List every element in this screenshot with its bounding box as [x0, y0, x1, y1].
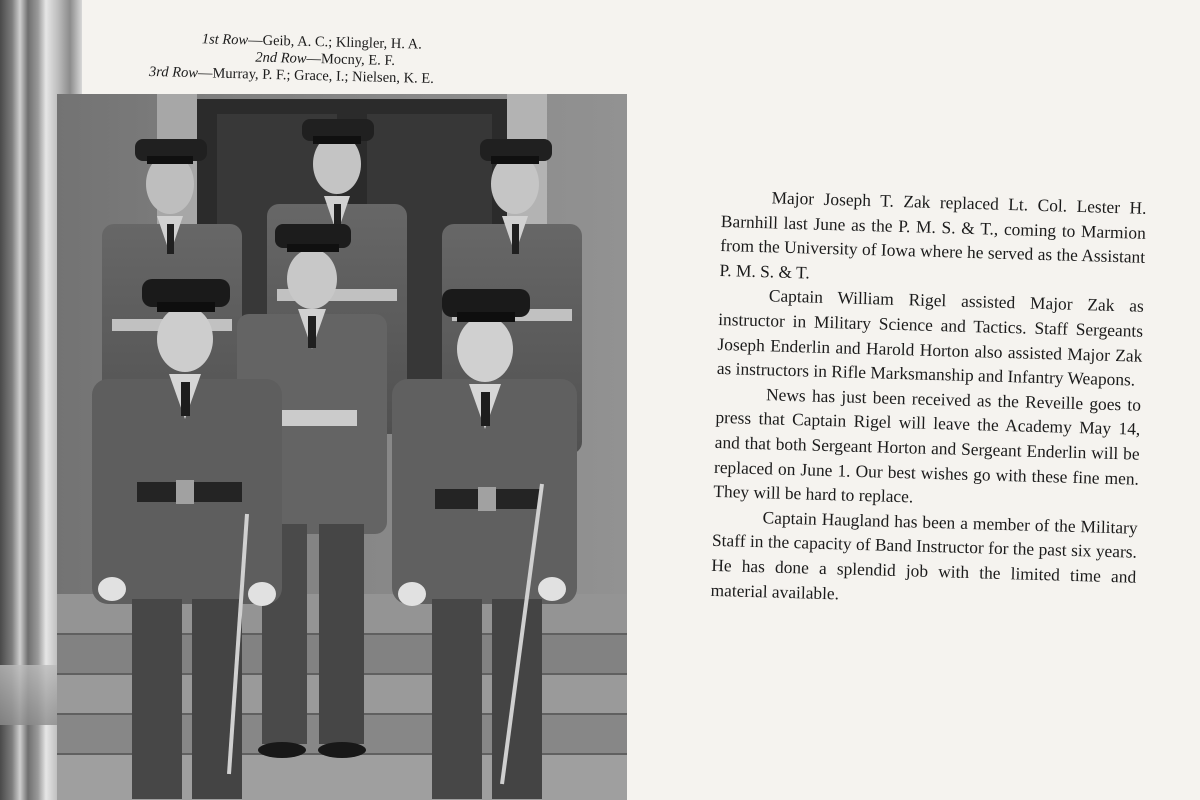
paragraph-3: News has just been received as the Reveille goes to press that Captain Rigel will leave the Academy May 14, and that both Sergeant Horton and Sergeant Enderlin will be replaced on June 1. Our best wishes go with these fine men. They will be hard to replace. [713, 384, 1142, 507]
caption-row-3-label: 3rd Row [148, 63, 199, 82]
caption-row-2-names: —Mocny, E. F. [306, 50, 396, 69]
caption-row-2-label: 2nd Row [255, 49, 307, 67]
paragraph-4: Captain Haugland has been a member of the Military Staff in the capacity of Band Instructor for the past six years. He has done a splendid job with the limited time and material available. [710, 506, 1138, 603]
photo-caption [149, 30, 590, 92]
caption-row-1-names: —Geib, A. C.; Klingler, H. A. [247, 32, 423, 53]
paragraph-2: Captain William Rigel assisted Major Zak as instructor in Military Science and Tactics. Staff Sergeants Joseph Enderlin and Harold Horton also assisted Major Zak as instructors in Rifle Marksmanship and Infantry Weapons. [716, 285, 1145, 390]
caption-row-3-names: —Murray, P. F.; Grace, I.; Nielsen, K. E. [197, 65, 435, 87]
article-text [710, 184, 1147, 614]
paragraph-1: Major Joseph T. Zak replaced Lt. Col. Lester H. Barnhill last June as the P. M. S. & T., coming to Marmion from the University of Iowa where he served as the Assistant P. M. S. & T. [719, 187, 1147, 283]
military-staff-photo [57, 94, 627, 800]
caption-row-1-label: 1st Row [201, 31, 249, 49]
photo-illustration [57, 94, 627, 800]
